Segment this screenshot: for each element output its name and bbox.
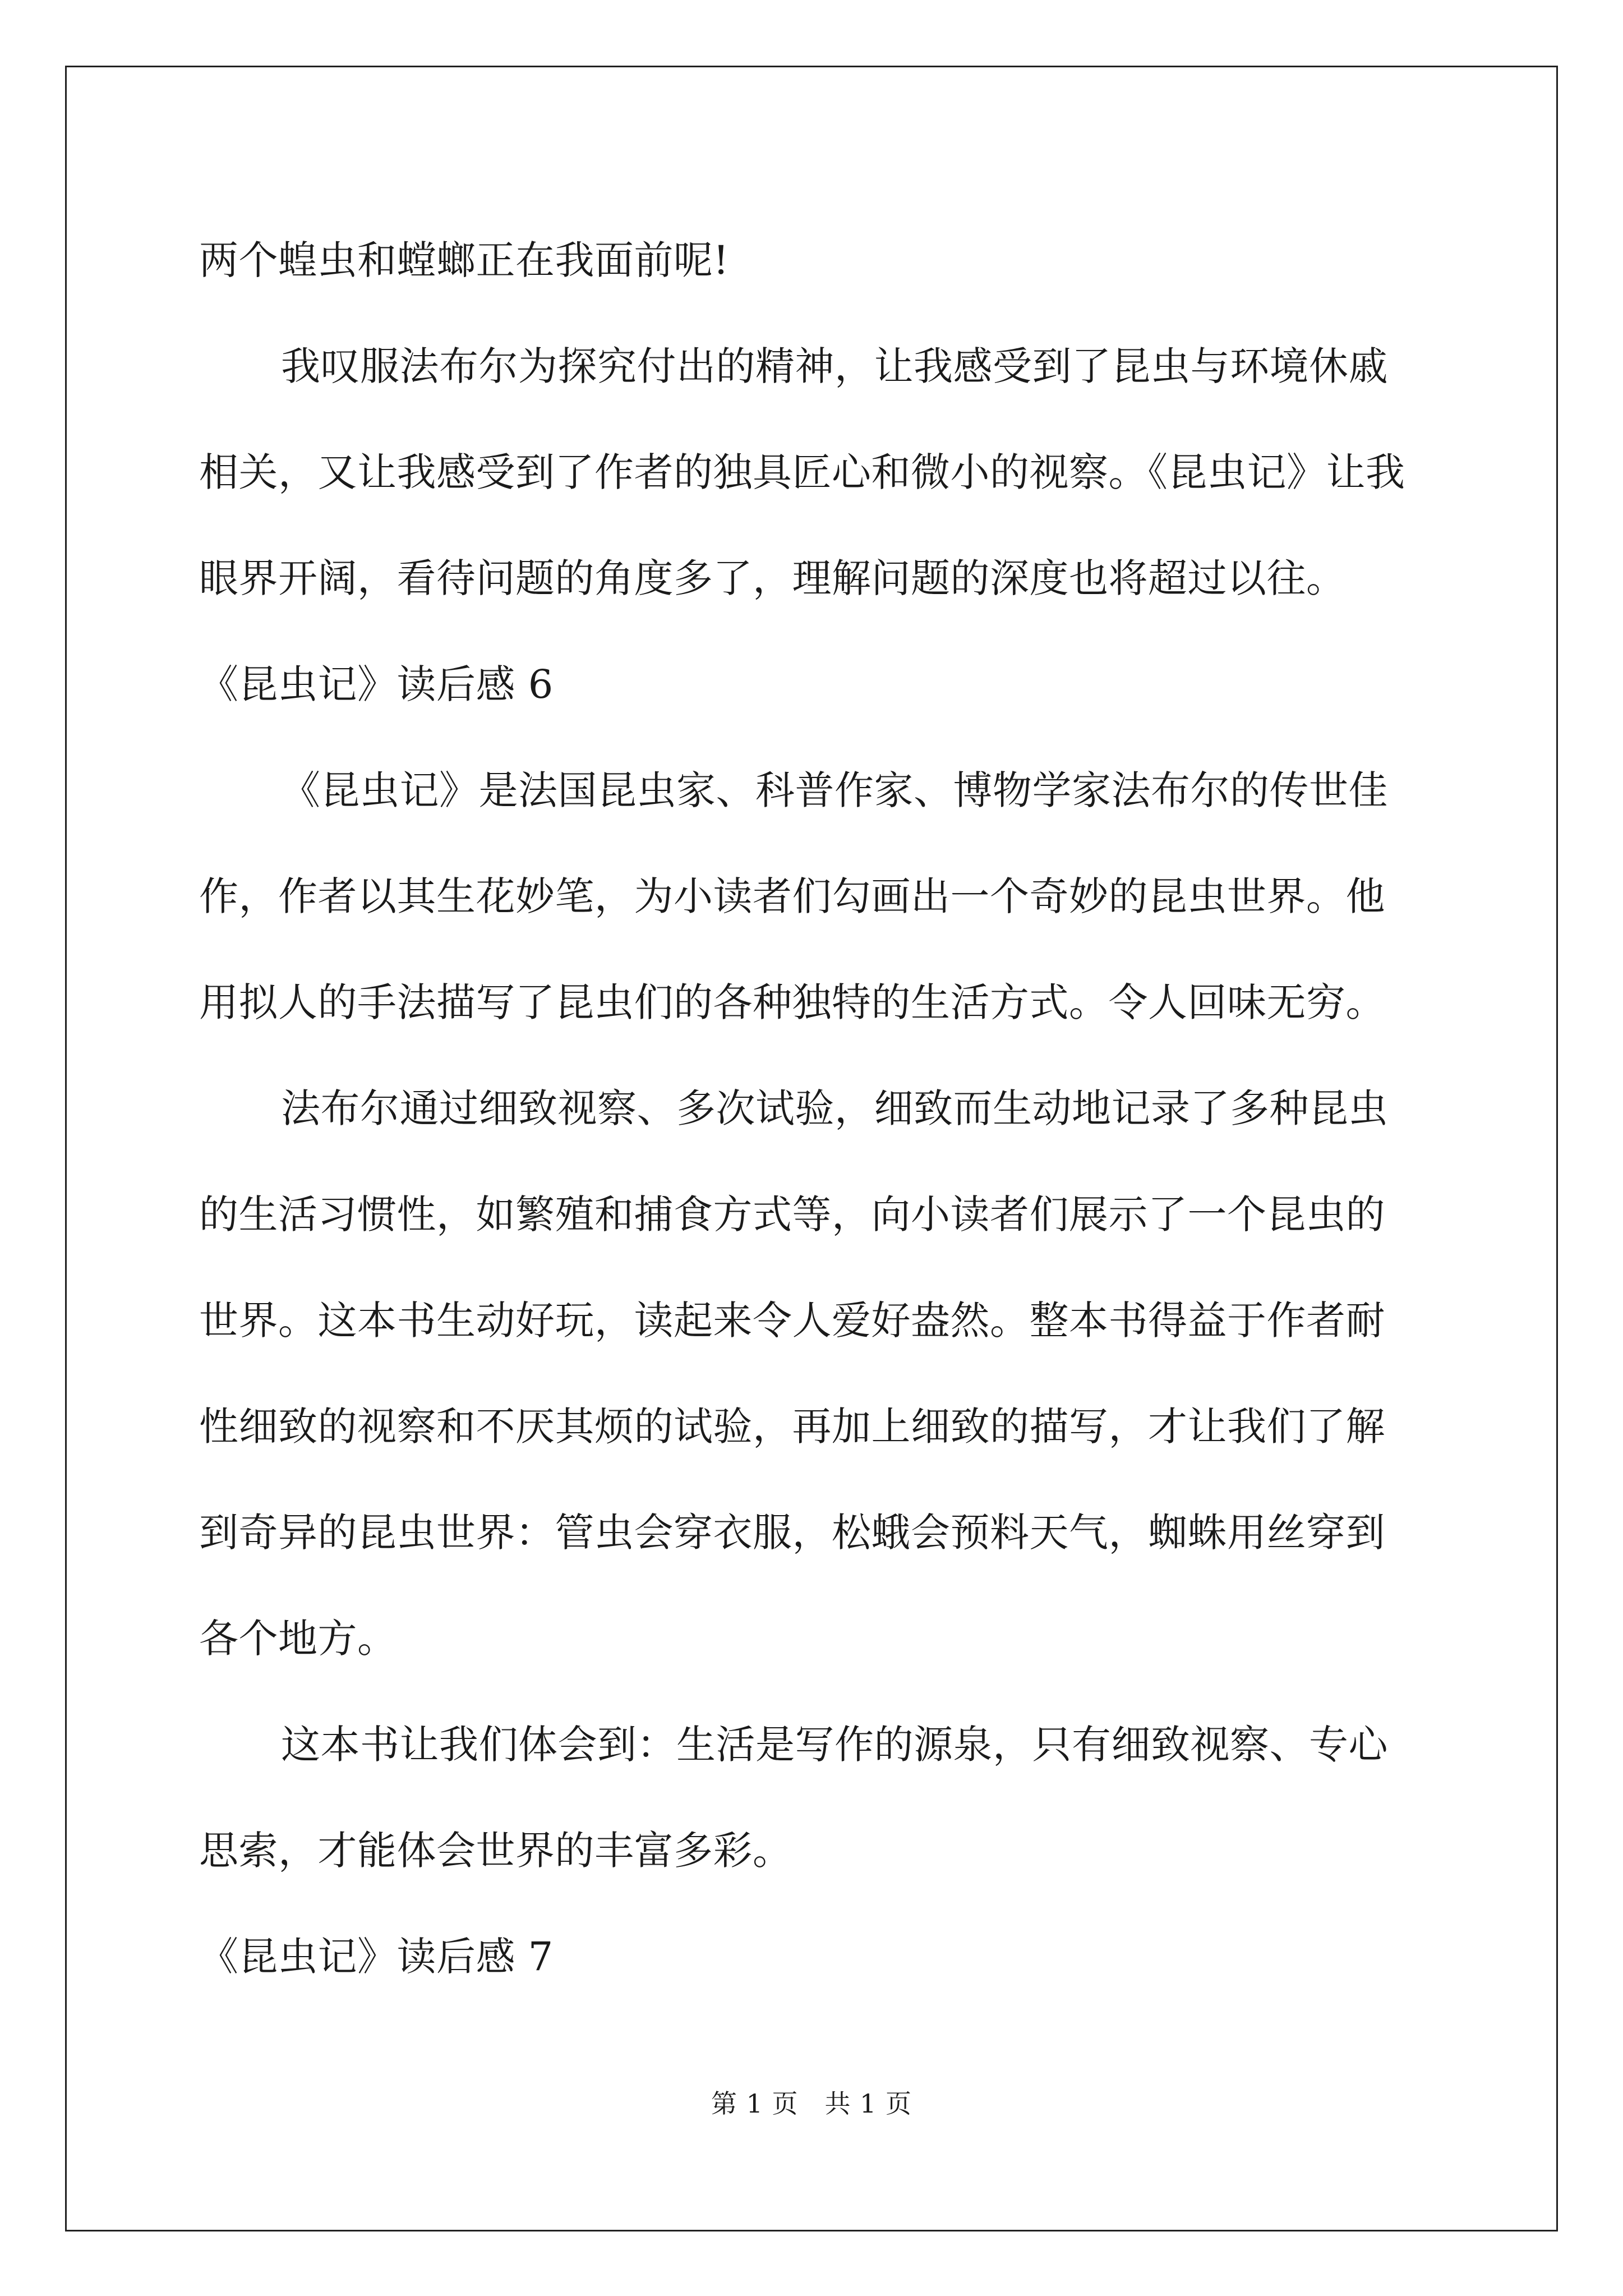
paragraph-start-line: 这本书让我们体会到：生活是写作的源泉，只有细致视察、专心 xyxy=(281,1722,1388,1768)
text-line: 用拟人的手法描写了昆虫们的各种独特的生活方式。令人回味无穷。 xyxy=(199,979,1385,1025)
paragraph-start-line: 法布尔通过细致视察、多次试验，细致而生动地记录了多种昆虫 xyxy=(281,1085,1388,1131)
section-heading-6: 《昆虫记》读后感 6 xyxy=(199,661,554,707)
paragraph-start-line: 《昆虫记》是法国昆虫家、科普作家、博物学家法布尔的传世佳 xyxy=(281,767,1388,813)
page-number: 第 1 页 xyxy=(711,2088,799,2119)
text-line: 的生活习惯性，如繁殖和捕食方式等，向小读者们展示了一个昆虫的 xyxy=(199,1191,1385,1237)
text-line: 到奇异的昆虫世界：管虫会穿衣服，松蛾会预料天气，蜘蛛用丝穿到 xyxy=(199,1510,1385,1556)
text-line: 眼界开阔，看待问题的角度多了，理解问题的深度也将超过以往。 xyxy=(199,555,1346,601)
text-line: 性细致的视察和不厌其烦的试验，再加上细致的描写，才让我们了解 xyxy=(199,1404,1385,1450)
text-line: 世界。这本书生动好玩，读起来令人爱好盎然。整本书得益于作者耐 xyxy=(199,1297,1385,1343)
text-line-1: 两个蝗虫和螳螂正在我面前呢! xyxy=(199,237,730,283)
page-footer xyxy=(0,2087,1623,2120)
text-line: 各个地方。 xyxy=(199,1616,397,1662)
text-line: 相关，又让我感受到了作者的独具匠心和微小的视察。《昆虫记》让我 xyxy=(199,449,1405,495)
document-body xyxy=(199,208,1433,2010)
footer-spacer xyxy=(799,2088,825,2119)
section-heading-7: 《昆虫记》读后感 7 xyxy=(199,1934,554,1980)
page-total: 共 1 页 xyxy=(824,2088,912,2119)
text-line: 作，作者以其生花妙笔，为小读者们勾画出一个奇妙的昆虫世界。他 xyxy=(199,873,1385,919)
paragraph-start-line: 我叹服法布尔为探究付出的精神，让我感受到了昆虫与环境休戚 xyxy=(281,343,1388,389)
text-line: 思索，才能体会世界的丰富多彩。 xyxy=(199,1828,792,1874)
